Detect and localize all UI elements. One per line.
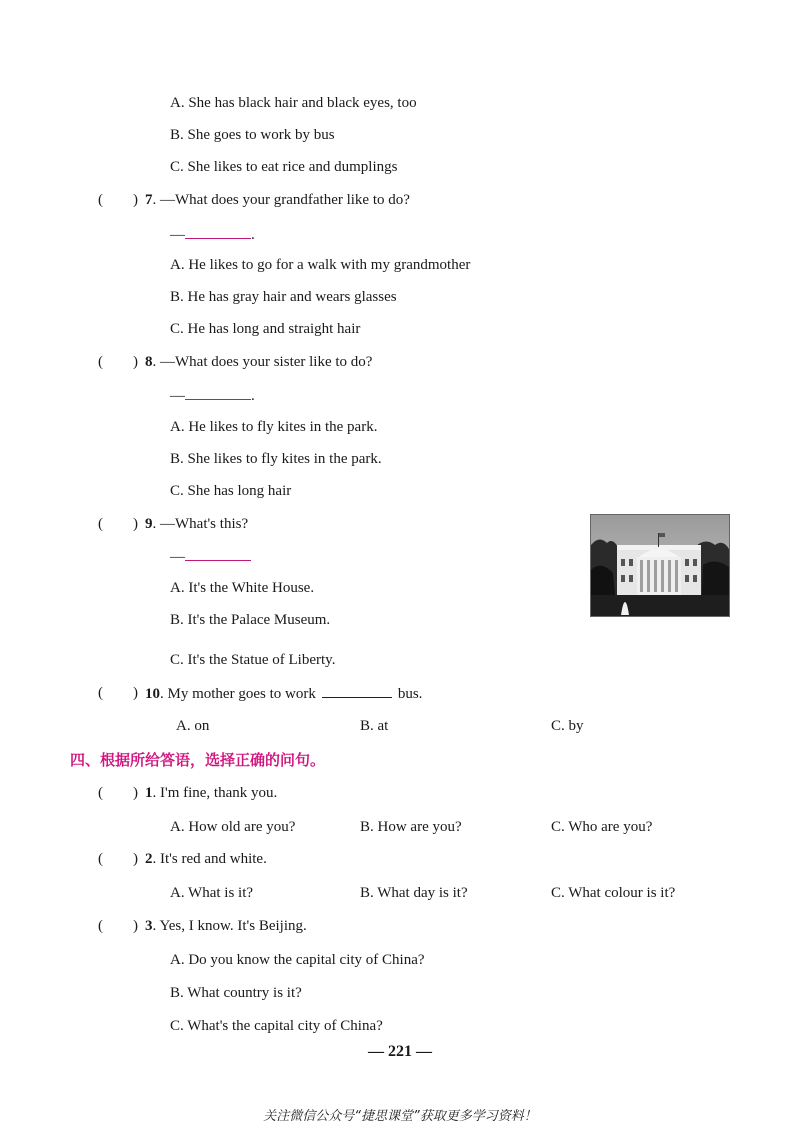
s4q3-option-c: C. What's the capital city of China?	[170, 1018, 383, 1034]
answer-line	[170, 224, 255, 245]
answer-paren[interactable]: ( )	[98, 918, 138, 934]
q10-option-a: A. on	[176, 718, 210, 734]
question-text: . —What's this?	[152, 516, 249, 532]
dash: —	[170, 227, 185, 243]
answer-paren[interactable]: ( )	[98, 785, 138, 801]
s4q3-option-a: A. Do you know the capital city of China?	[170, 952, 425, 968]
fill-blank[interactable]	[322, 683, 392, 698]
fill-blank[interactable]	[185, 546, 251, 561]
s4-question-3	[145, 916, 307, 936]
answer-paren[interactable]: ( )	[98, 516, 138, 532]
s4-question-1	[145, 783, 277, 803]
question-number: 7	[145, 192, 153, 208]
question-text: . My mother goes to work	[160, 686, 316, 702]
footer-note: 关注微信公众号“捷思课堂”获取更多学习资料！	[263, 1109, 537, 1124]
page-number: — 221 —	[368, 1043, 432, 1060]
question-text-end: bus.	[397, 686, 423, 702]
question-number: 8	[145, 354, 153, 370]
q7-option-c: C. He has long and straight hair	[170, 321, 361, 337]
s4q1-option-c: C. Who are you?	[551, 819, 653, 835]
question-text: . —What does your sister like to do?	[152, 354, 373, 370]
answer-paren[interactable]: ( )	[98, 354, 138, 370]
q8-option-b: B. She likes to fly kites in the park.	[170, 451, 382, 467]
question-number: 2	[145, 851, 153, 867]
q9-option-b: B. It's the Palace Museum.	[170, 612, 331, 628]
q9-option-a: A. It's the White House.	[170, 580, 315, 596]
s4q2-option-a: A. What is it?	[170, 885, 254, 901]
s4q2-option-c: C. What colour is it?	[551, 885, 676, 901]
question-number: 10	[145, 686, 160, 702]
q8-option-a: A. He likes to fly kites in the park.	[170, 419, 378, 435]
q6-option-a: A. She has black hair and black eyes, too	[170, 95, 417, 111]
q7-option-b: B. He has gray hair and wears glasses	[170, 289, 397, 305]
answer-text: . It's red and white.	[152, 851, 267, 867]
question-number: 1	[145, 785, 153, 801]
answer-line	[170, 546, 251, 567]
q10-option-b: B. at	[360, 718, 389, 734]
dash: —	[170, 388, 185, 404]
q10-option-c: C. by	[551, 718, 584, 734]
q7-option-a: A. He likes to go for a walk with my grandmother	[170, 257, 471, 273]
s4q1-option-b: B. How are you?	[360, 819, 462, 835]
question-number: 3	[145, 918, 153, 934]
period: .	[251, 227, 255, 243]
answer-line	[170, 385, 255, 406]
q9-option-c: C. It's the Statue of Liberty.	[170, 652, 336, 668]
fill-blank[interactable]	[185, 224, 251, 239]
question-8	[145, 352, 372, 372]
answer-text: . Yes, I know. It's Beijing.	[152, 918, 307, 934]
answer-text: . I'm fine, thank you.	[152, 785, 278, 801]
answer-paren[interactable]: ( )	[98, 851, 138, 867]
q8-option-c: C. She has long hair	[170, 483, 292, 499]
s4q2-option-b: B. What day is it?	[360, 885, 468, 901]
white-house-photo	[590, 514, 730, 617]
fill-blank[interactable]	[185, 385, 251, 400]
question-number: 9	[145, 516, 153, 532]
question-10	[145, 683, 422, 704]
section-4-title: 四、根据所给答语，选择正确的问句。	[70, 751, 326, 769]
question-text: . —What does your grandfather like to do?	[152, 192, 410, 208]
s4q3-option-b: B. What country is it?	[170, 985, 302, 1001]
answer-paren[interactable]: ( )	[98, 192, 138, 208]
answer-paren[interactable]: ( )	[98, 685, 138, 701]
s4q1-option-a: A. How old are you?	[170, 819, 296, 835]
q6-option-b: B. She goes to work by bus	[170, 127, 335, 143]
dash: —	[170, 549, 185, 565]
s4-question-2	[145, 849, 267, 869]
question-9	[145, 514, 248, 534]
period: .	[251, 388, 255, 404]
q6-option-c: C. She likes to eat rice and dumplings	[170, 159, 398, 175]
question-7	[145, 190, 410, 210]
